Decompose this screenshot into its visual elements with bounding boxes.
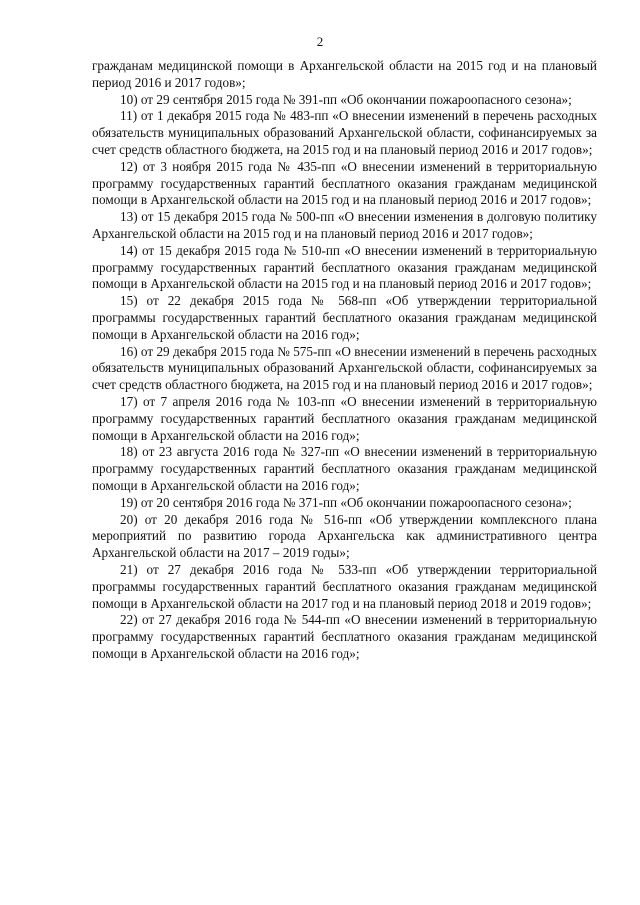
page-number: 2 bbox=[316, 34, 324, 49]
list-item-20: 20) от 20 декабря 2016 года № 516-пп «Об утверждении комплексного плана мероприятий по развитию города Архангельска как административного центра Архангельской области на 2017 – 2019 годы»; bbox=[92, 511, 597, 561]
list-item-11: 11) от 1 декабря 2015 года № 483-пп «О внесении изменений в перечень расходных обязательств муниципальных образований Архангельской области, софинансируемых за счет средств областного бюджета, на 2015 год и на плановый период 2016 и 2017 годов»; bbox=[92, 108, 597, 157]
list-item-12: 12) от 3 ноября 2015 года № 435-пп «О внесении изменений в территориальную программу государственных гарантий бесплатного оказания гражданам медицинской помощи в Архангельской области на 2015 год и на плановый период 2016 и 2017 годов»; bbox=[92, 158, 597, 208]
paragraph-continuation: гражданам медицинской помощи в Архангельской области на 2015 год и на плановый период 2016 и 2017 годов»; bbox=[92, 58, 597, 90]
list-item-19: 19) от 20 сентября 2016 года № 371-пп «Об окончании пожароопасного сезона»; bbox=[120, 494, 572, 510]
list-item-14: 14) от 15 декабря 2015 года № 510-пп «О внесении изменений в территориальную программу государственных гарантий бесплатного оказания гражданам медицинской помощи в Архангельской области на 2015 год и на плановый период 2016 и 2017 годов»; bbox=[92, 242, 597, 292]
document-body bbox=[92, 58, 597, 663]
list-item-21: 21) от 27 декабря 2016 года № 533-пп «Об утверждении территориальной программы государственных гарантий бесплатного оказания гражданам медицинской помощи в Архангельской области на 2017 год и на плановый период 2018 и 2019 годов»; bbox=[92, 561, 597, 611]
list-item-16: 16) от 29 декабря 2015 года № 575-пп «О внесении изменений в перечень расходных обязательств муниципальных образований Архангельской области, софинансируемых за счет средств областного бюджета, на 2015 год и на плановый период 2016 и 2017 годов»; bbox=[92, 343, 597, 393]
list-item-10: 10) от 29 сентября 2015 года № 391-пп «Об окончании пожароопасного сезона»; bbox=[120, 91, 572, 107]
list-item-17: 17) от 7 апреля 2016 года № 103-пп «О внесении изменений в территориальную программу государственных гарантий бесплатного оказания гражданам медицинской помощи в Архангельской области на 2016 год»; bbox=[92, 393, 597, 443]
list-item-18: 18) от 23 августа 2016 года № 327-пп «О внесении изменений в территориальную программу государственных гарантий бесплатного оказания гражданам медицинской помощи в Архангельской области на 2016 год»; bbox=[92, 444, 597, 493]
list-item-13: 13) от 15 декабря 2015 года № 500-пп «О внесении изменения в долговую политику Архангельской области на 2015 год и на плановый период 2016 и 2017 годов»; bbox=[92, 209, 597, 241]
list-item-22: 22) от 27 декабря 2016 года № 544-пп «О внесении изменений в территориальную программу государственных гарантий бесплатного оказания гражданам медицинской помощи в Архангельской области на 2016 год»; bbox=[92, 612, 597, 661]
list-item-15: 15) от 22 декабря 2015 года № 568-пп «Об утверждении территориальной программы государственных гарантий бесплатного оказания гражданам медицинской помощи в Архангельской области на 2016 год»; bbox=[92, 293, 597, 342]
